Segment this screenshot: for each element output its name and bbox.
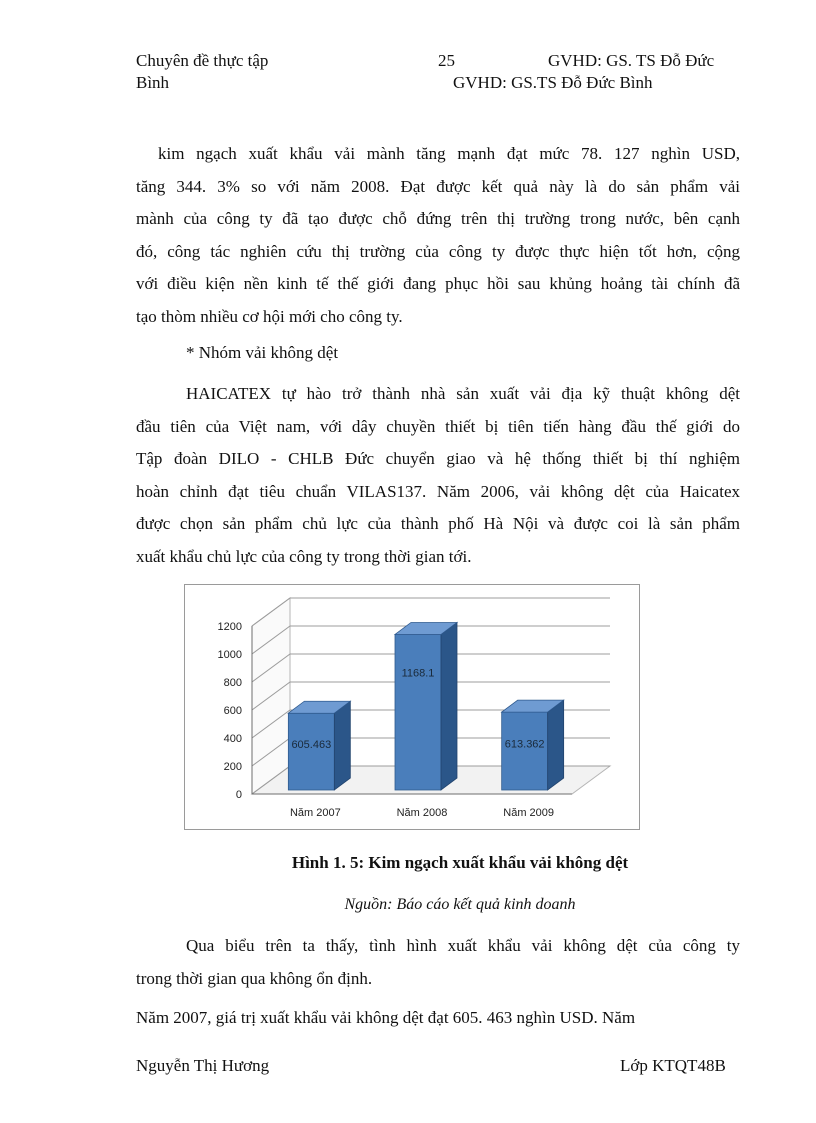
y-tick-label: 400: [223, 733, 242, 745]
text-line: trong thời gian qua không ổn định.: [136, 968, 373, 988]
text-line: HAICATEX tự hào trở thành nhà sản xuất vải địa kỹ thuật không dệt: [186, 384, 740, 403]
y-tick-label: 1000: [217, 649, 242, 661]
figure-source: Nguồn: Báo cáo kết quả kinh doanh: [344, 896, 576, 913]
page-number: 25: [438, 51, 455, 70]
y-tick-label: 800: [223, 677, 242, 689]
text-line: Qua biểu trên ta thấy, tình hình xuất khẩu vải không dệt của công ty: [186, 936, 740, 955]
data-label: 1168.1: [401, 667, 435, 680]
y-tick-label: 0: [235, 789, 242, 801]
text-line: xuất khẩu chủ lực của công ty trong thời gian tới.: [136, 546, 472, 566]
text-line: được chọn sản phẩm chủ lực của thành phố Hà Nội và được coi là sản phẩm: [136, 514, 740, 533]
bar-side: [441, 622, 457, 790]
bar-side: [548, 700, 564, 790]
footer-author: Nguyễn Thị Hương: [136, 1056, 270, 1075]
export-bar-chart: [184, 584, 640, 830]
section-heading: * Nhóm vải không dệt: [186, 343, 339, 362]
bar: [288, 713, 334, 790]
header-left-line2: Bình: [136, 73, 170, 92]
text-line: đầu tiên của Việt nam, với dây chuyền thiết bị tiên tiến hàng đầu thế giới do: [136, 416, 740, 436]
header-left-line1: Chuyên đề thực tập: [136, 51, 269, 70]
footer-class: Lớp KTQT48B: [620, 1056, 726, 1075]
bar: [395, 634, 441, 790]
x-tick-label: Năm 2007: [289, 807, 341, 819]
text-line: mành của công ty đã tạo được chỗ đứng trên thị trường trong nước, bên cạnh: [136, 209, 740, 228]
text-line: tạo thòm nhiều cơ hội mới cho công ty.: [136, 306, 403, 326]
bar: [502, 712, 548, 790]
header-right-line1: GVHD: GS. TS Đỗ Đức: [548, 51, 715, 70]
paragraph-analysis: [136, 930, 740, 995]
y-tick-label: 1200: [217, 621, 242, 633]
text-line: hoàn chỉnh đạt tiêu chuẩn VILAS137. Năm 2006, vải không dệt của Haicatex: [136, 481, 740, 501]
x-tick-label: Năm 2008: [396, 807, 448, 819]
data-label: 605.463: [291, 738, 332, 751]
text-line: đó, công tác nghiên cứu thị trường của công ty được thực hiện tốt hơn, cộng: [136, 241, 740, 261]
paragraph-2007: Năm 2007, giá trị xuất khẩu vải không dệt đạt 605. 463 nghìn USD. Năm: [136, 1008, 636, 1027]
text-line: tăng 344. 3% so với năm 2008. Đạt được kết quả này là do sản phẩm vải: [136, 176, 740, 196]
y-tick-label: 600: [223, 705, 242, 717]
figure-caption: Hình 1. 5: Kim ngạch xuất khẩu vải không dệt: [291, 853, 629, 872]
text-line: kim ngạch xuất khẩu vải mành tăng mạnh đạt mức 78. 127 nghìn USD,: [158, 144, 740, 163]
paragraph-vai-manh: [136, 138, 740, 333]
paragraph-vai-khong-det: [136, 378, 740, 573]
y-tick-label: 200: [223, 761, 242, 773]
bar-side: [334, 701, 350, 790]
header-right-line2: GVHD: GS.TS Đỗ Đức Bình: [453, 73, 653, 92]
text-line: với điều kiện nền kinh tế thế giới đang phục hồi sau khủng hoảng tài chính đã: [136, 274, 740, 293]
x-tick-label: Năm 2009: [503, 807, 555, 819]
text-line: Tập đoàn DILO - CHLB Đức chuyển giao và hệ thống thiết bị thí nghiệm: [136, 449, 740, 468]
data-label: 613.362: [504, 738, 545, 751]
